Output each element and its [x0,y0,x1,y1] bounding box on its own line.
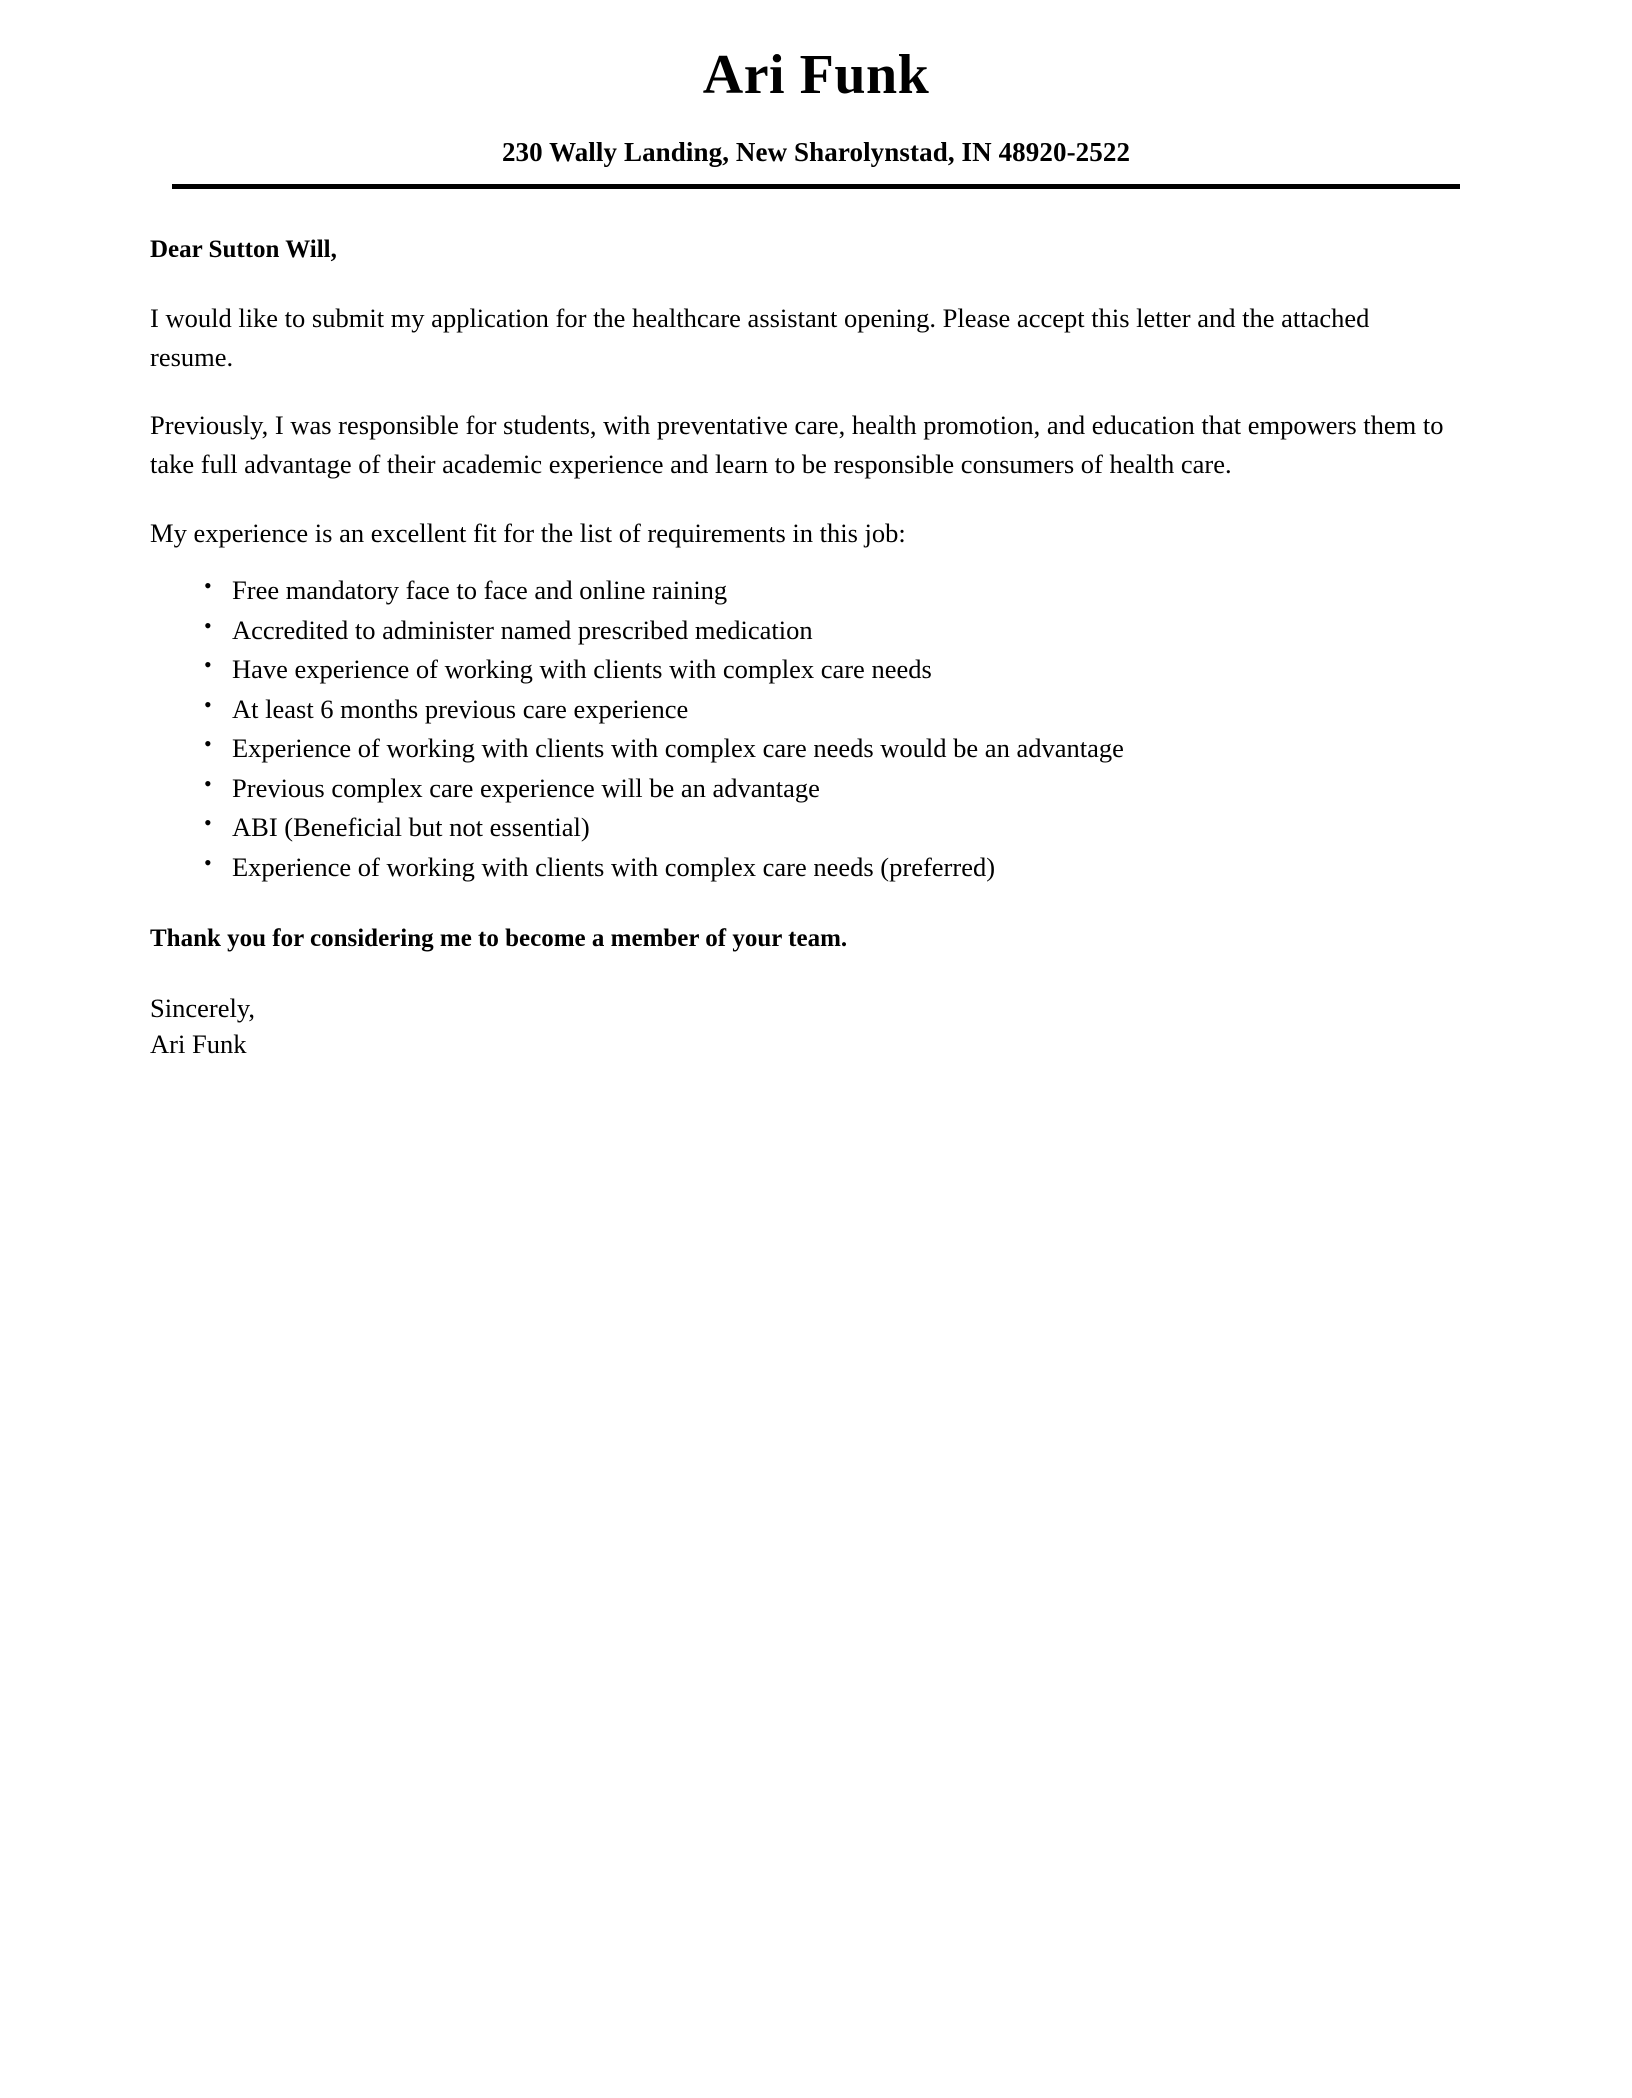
paragraph-experience: Previously, I was responsible for students, with preventative care, health promotion, and education that empowers them to take full advantage of their academic experience and learn to be responsible consumers of health care. [150,410,1444,480]
letter-body [0,233,1632,1062]
letterhead [0,0,1632,189]
applicant-name: Ari Funk [702,44,930,106]
letterhead-divider [172,184,1460,189]
salutation: Dear Sutton Will, [150,235,337,263]
list-item: • Have experience of working with clients with complex care needs [212,650,1482,689]
list-item: • Previous complex care experience will be an advantage [212,769,1482,808]
list-item: • Accredited to administer named prescribed medication [212,611,1482,650]
list-item: • Free mandatory face to face and online raining [212,571,1482,610]
paragraph-introduction: I would like to submit my application for the healthcare assistant opening. Please accept this letter and the attached resume. [150,302,1370,372]
list-item: • Experience of working with clients with complex care needs would be an advantage [212,729,1482,768]
list-item: • ABI (Beneficial but not essential) [212,808,1482,847]
closing-statement: Thank you for considering me to become a member of your team. [150,925,848,953]
applicant-address: 230 Wally Landing, New Sharolynstad, IN 48920-2522 [501,136,1131,167]
list-item: • At least 6 months previous care experience [212,690,1482,729]
signoff: Sincerely, [150,993,255,1024]
list-item: • Experience of working with clients with complex care needs (preferred) [212,848,1482,887]
signoff-name: Ari Funk [150,1029,247,1060]
requirements-intro: My experience is an excellent fit for the list of requirements in this job: [150,518,906,549]
requirements-list [150,571,1482,887]
